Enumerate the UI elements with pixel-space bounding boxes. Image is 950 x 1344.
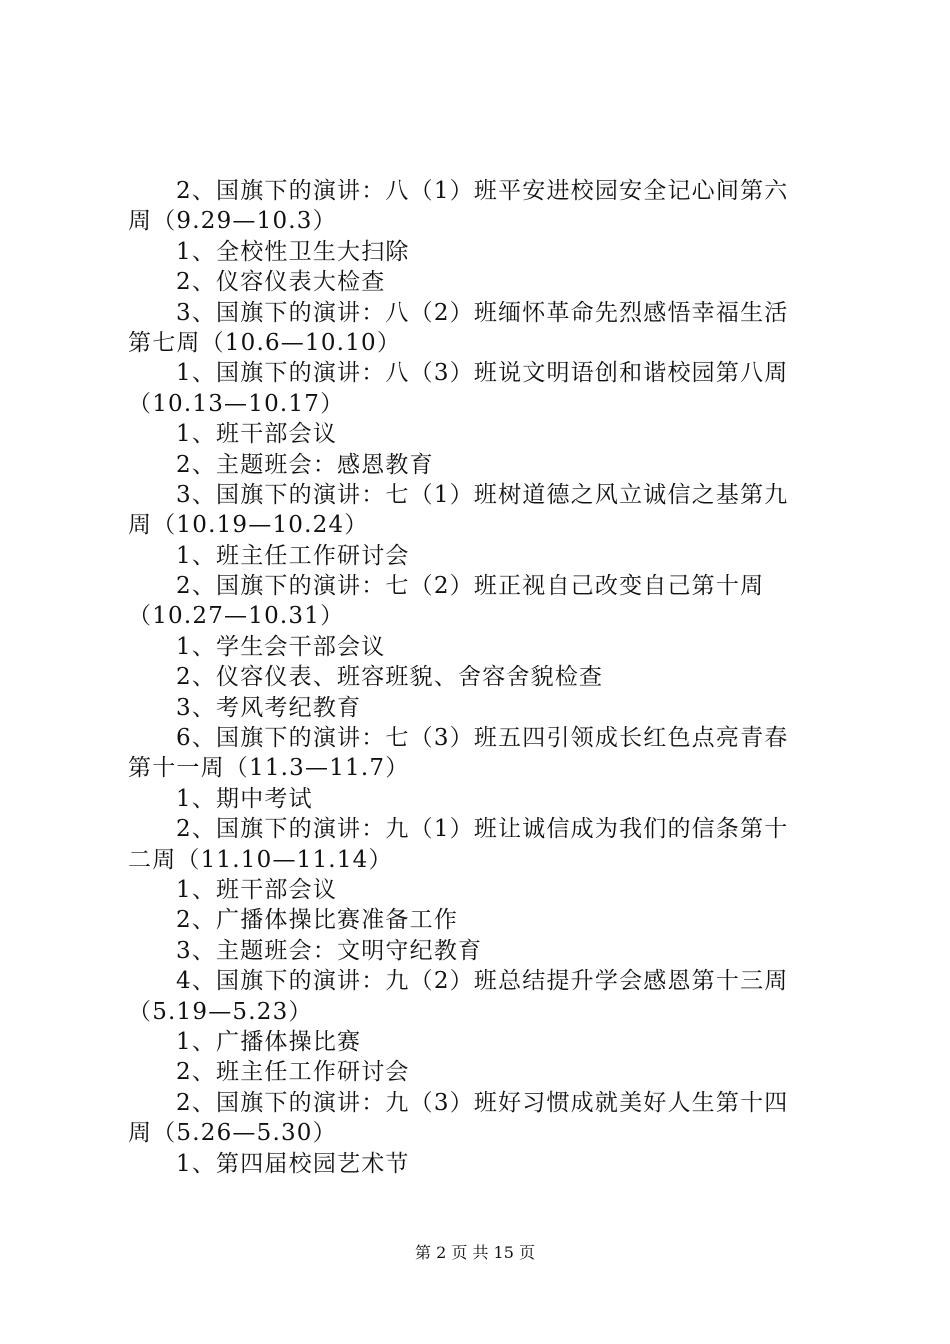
text-line: 1、国旗下的演讲：八（3）班说文明语创和谐校园第八周: [176, 360, 789, 387]
text-line: 3、主题班会：文明守纪教育: [176, 937, 483, 964]
text-line: 1、学生会干部会议: [176, 633, 386, 660]
text-line: 周（9.29—10.3）: [128, 208, 337, 235]
text-line: 2、仪容仪表、班容班貌、舍容舍貌检查: [176, 664, 604, 691]
text-line: 1、班主任工作研讨会: [176, 542, 410, 569]
text-line: 2、仪容仪表大检查: [176, 269, 386, 296]
text-line: 1、全校性卫生大扫除: [176, 238, 410, 265]
text-line: 周（5.26—5.30）: [128, 1120, 337, 1147]
document-body: [128, 176, 834, 1179]
text-line: 3、国旗下的演讲：八（2）班缅怀革命先烈感悟幸福生活: [176, 299, 789, 326]
text-line: 2、班主任工作研讨会: [176, 1059, 410, 1086]
text-line: （10.27—10.31）: [128, 603, 345, 630]
text-line: 4、国旗下的演讲：九（2）班总结提升学会感恩第十三周: [176, 968, 789, 995]
text-line: （10.13—10.17）: [128, 390, 345, 417]
page-footer: 第 2 页 共 15 页: [415, 1243, 535, 1262]
text-line: 2、国旗下的演讲：七（2）班正视自己改变自己第十周: [176, 573, 765, 600]
text-line: 周（10.19—10.24）: [128, 512, 369, 539]
text-line: 2、国旗下的演讲：九（1）班让诚信成为我们的信条第十: [176, 816, 789, 843]
text-line: 2、国旗下的演讲：九（3）班好习惯成就美好人生第十四: [176, 1089, 789, 1116]
text-line: 1、期中考试: [176, 785, 313, 812]
text-line: 2、广播体操比赛准备工作: [176, 907, 459, 934]
text-line: （5.19—5.23）: [128, 998, 313, 1025]
text-line: 1、广播体操比赛: [176, 1028, 362, 1055]
text-line: 2、国旗下的演讲：八（1）班平安进校园安全记心间第六: [176, 178, 789, 204]
text-line: 2、主题班会：感恩教育: [176, 451, 434, 478]
text-line: 第七周（10.6—10.10）: [128, 329, 402, 356]
text-line: 第十一周（11.3—11.7）: [128, 755, 410, 782]
text-line: 1、班干部会议: [176, 876, 338, 903]
text-line: 3、考风考纪教育: [176, 694, 362, 721]
text-line: 6、国旗下的演讲：七（3）班五四引领成长红色点亮青春: [176, 725, 789, 752]
text-line: 3、国旗下的演讲：七（1）班树道德之风立诚信之基第九: [176, 481, 789, 508]
text-line: 1、第四届校园艺术节: [176, 1150, 410, 1177]
text-line: 1、班干部会议: [176, 421, 338, 448]
text-line: 二周（11.10—11.14）: [128, 846, 393, 873]
